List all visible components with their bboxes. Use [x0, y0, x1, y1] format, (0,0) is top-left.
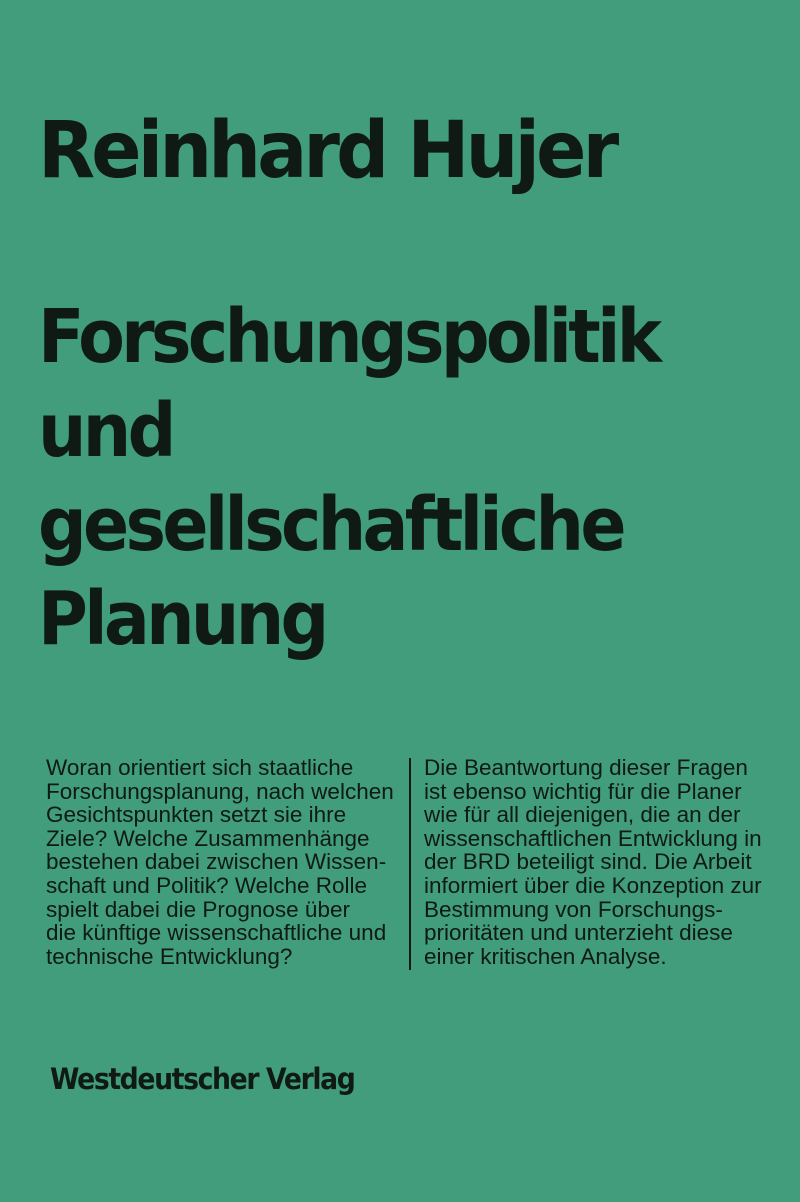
- blurb-line: bestehen dabei zwischen Wissen-: [46, 849, 387, 875]
- blurb-line: Gesichtspunkten setzt sie ihre: [46, 802, 347, 828]
- author-name: Reinhard Hujer: [38, 106, 616, 196]
- blurb-line: Ziele? Welche Zusammenhänge: [46, 825, 370, 851]
- blurb-right-column: [424, 756, 774, 968]
- blurb-line: Woran orientiert sich staatliche: [46, 755, 354, 780]
- blurb-line: wie für all diejenigen, die an der: [424, 802, 741, 828]
- blurb-line: Bestimmung von Forschungs-: [424, 896, 723, 922]
- blurb-line: einer kritischen Analyse.: [424, 943, 667, 969]
- blurb-left-column: [46, 756, 402, 968]
- blurb-line: technische Entwicklung?: [46, 943, 293, 969]
- blurb-line: die künftige wissenschaftliche und: [46, 920, 387, 946]
- title-line: Planung: [38, 576, 326, 662]
- blurb-line: informiert über die Konzeption zur: [424, 872, 762, 898]
- title-line: gesellschaftliche: [38, 482, 623, 568]
- blurb-line: Forschungsplanung, nach welchen: [46, 778, 394, 804]
- blurb-line: der BRD beteiligt sind. Die Arbeit: [424, 849, 752, 875]
- blurb-line: wissenschaftlichen Entwicklung in: [424, 825, 762, 851]
- blurb-line: ist ebenso wichtig für die Planer: [424, 778, 742, 804]
- title-line: und: [38, 388, 173, 474]
- column-divider: [409, 758, 411, 970]
- title-line: Forschungspolitik: [38, 294, 659, 380]
- book-title: [38, 290, 712, 666]
- blurb-line: spielt dabei die Prognose über: [46, 896, 350, 922]
- blurb-line: schaft und Politik? Welche Rolle: [46, 872, 367, 898]
- blurb-line: prioritäten und unterzieht diese: [424, 920, 733, 946]
- blurb-line: Die Beantwortung dieser Fragen: [424, 755, 748, 780]
- publisher-name: Westdeutscher Verlag: [50, 1062, 355, 1096]
